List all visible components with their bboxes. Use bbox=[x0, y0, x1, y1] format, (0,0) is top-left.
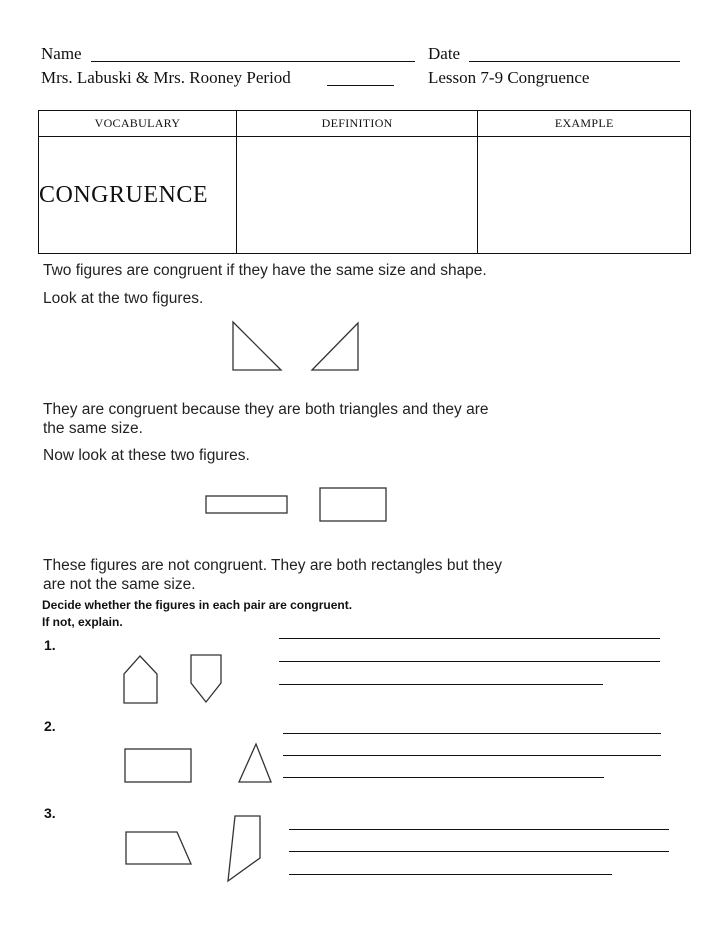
congruent-explanation-line1: They are congruent because they are both triangles and they are bbox=[43, 401, 489, 418]
vocab-term: CONGRUENCE bbox=[39, 137, 237, 254]
problem-3-answer-line-3[interactable] bbox=[289, 874, 612, 875]
congruent-explanation-line2: the same size. bbox=[43, 420, 143, 437]
trapezoid-shape bbox=[126, 832, 191, 864]
problem-2-number: 2. bbox=[44, 718, 56, 734]
teachers-period-label: Mrs. Labuski & Mrs. Rooney Period bbox=[41, 68, 291, 87]
problem-1-number: 1. bbox=[44, 637, 56, 653]
problem-3-answer-line-1[interactable] bbox=[289, 829, 669, 830]
intro-now-look: Now look at these two figures. bbox=[43, 447, 250, 464]
intro-definition: Two figures are congruent if they have the same size and shape. bbox=[43, 262, 487, 279]
problem-3-number: 3. bbox=[44, 805, 56, 821]
name-label: Name bbox=[41, 44, 82, 63]
intro-look: Look at the two figures. bbox=[43, 290, 204, 307]
not-congruent-line2: are not the same size. bbox=[43, 576, 196, 593]
lesson-title: Lesson 7-9 Congruence bbox=[428, 68, 590, 87]
problem-3-answer-line-2[interactable] bbox=[289, 851, 669, 852]
definition-header: DEFINITION bbox=[236, 111, 478, 137]
vocabulary-header: VOCABULARY bbox=[39, 111, 237, 137]
instructions-line2: If not, explain. bbox=[42, 615, 123, 629]
quadrilateral-shape bbox=[228, 816, 260, 881]
instructions-line1: Decide whether the figures in each pair are congruent. bbox=[42, 598, 353, 612]
not-congruent-line1: These figures are not congruent. They are both rectangles but they bbox=[43, 557, 502, 574]
example-header: EXAMPLE bbox=[478, 111, 691, 137]
date-label: Date bbox=[428, 44, 461, 63]
